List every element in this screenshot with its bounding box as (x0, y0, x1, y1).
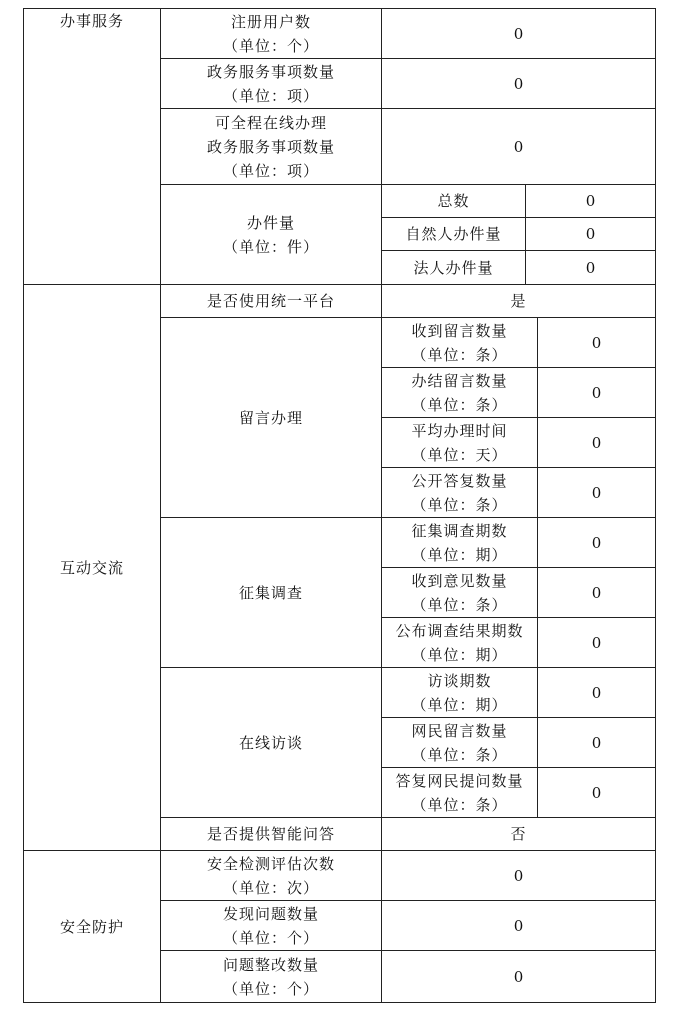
label: 留言办理 (238, 408, 303, 427)
security-issues-label (161, 901, 381, 950)
label-line-1: 可全程在线办理 (214, 113, 327, 132)
smart-qa-label (161, 818, 381, 850)
value: 是 (510, 292, 527, 310)
row-service-items-value (382, 59, 655, 108)
section-title-text: 安全防护 (59, 917, 124, 936)
value: 0 (591, 683, 602, 702)
security-tests-value (382, 851, 655, 900)
label: 收到留言数量 (411, 321, 508, 340)
volume-legal-value (526, 251, 655, 284)
value: 否 (510, 825, 527, 843)
interview-periods-value (538, 668, 655, 717)
value: 0 (585, 258, 596, 277)
border-right (655, 8, 656, 1003)
value: 0 (513, 916, 524, 935)
unit: （单位：期） (411, 645, 508, 664)
label: 注册用户数 (230, 12, 311, 31)
security-fixes-value (382, 951, 655, 1002)
label: 网民留言数量 (411, 721, 508, 740)
label: 法人办件量 (413, 258, 494, 277)
unit: （单位：条） (411, 795, 508, 814)
label: 公开答复数量 (411, 471, 508, 490)
unit: （单位：期） (411, 695, 508, 714)
security-tests-label (161, 851, 381, 900)
volume-total-value (526, 185, 655, 217)
volume-natural-label (382, 218, 525, 250)
unit: （单位：项） (222, 161, 319, 180)
interview-messages-label (382, 718, 537, 767)
row-online-items-label (161, 109, 381, 184)
value: 0 (591, 483, 602, 502)
value: 0 (585, 192, 596, 210)
survey-periods-label (382, 518, 537, 567)
smart-qa-value (382, 818, 655, 850)
label: 在线访谈 (238, 733, 303, 752)
volume-natural-value (526, 218, 655, 250)
security-issues-value (382, 901, 655, 950)
unit: （单位：条） (411, 745, 508, 764)
value: 0 (591, 333, 602, 352)
section-title-interaction (24, 285, 160, 850)
volume-legal-label (382, 251, 525, 284)
value: 0 (513, 24, 524, 43)
msg-avg-time-label (382, 418, 537, 467)
value: 0 (513, 866, 524, 885)
msg-public-reply-value (538, 468, 655, 517)
msg-public-reply-label (382, 468, 537, 517)
msg-received-value (538, 318, 655, 367)
label: 发现问题数量 (222, 904, 319, 923)
row-online-items-value (382, 109, 655, 184)
unit: （单位：项） (222, 86, 319, 105)
value: 0 (591, 583, 602, 602)
label: 是否使用统一平台 (206, 292, 335, 310)
value: 0 (513, 967, 524, 986)
unit: （单位：条） (411, 495, 508, 514)
value: 0 (585, 225, 596, 243)
value: 0 (591, 533, 602, 552)
interview-replies-value (538, 768, 655, 817)
survey-opinions-label (382, 568, 537, 617)
label: 问题整改数量 (222, 955, 319, 974)
label: 办件量 (246, 213, 295, 232)
interview-messages-value (538, 718, 655, 767)
unified-platform-label (161, 285, 381, 317)
label: 答复网民提问数量 (395, 771, 524, 790)
survey-group-label (161, 518, 381, 667)
value: 0 (591, 633, 602, 652)
label: 征集调查 (238, 583, 303, 602)
survey-opinions-value (538, 568, 655, 617)
row-service-items-label (161, 59, 381, 108)
value: 0 (591, 783, 602, 802)
section-title-text: 互动交流 (59, 558, 124, 577)
interview-replies-label (382, 768, 537, 817)
value: 0 (513, 137, 524, 156)
row-registered-users-label (161, 9, 381, 58)
security-fixes-label (161, 951, 381, 1002)
label: 自然人办件量 (405, 225, 502, 243)
survey-results-value (538, 618, 655, 667)
messages-group-label (161, 318, 381, 517)
border-bottom (23, 1002, 656, 1003)
survey-periods-value (538, 518, 655, 567)
msg-avg-time-value (538, 418, 655, 467)
label: 平均办理时间 (411, 421, 508, 440)
unit: （单位：次） (222, 878, 319, 897)
msg-received-label (382, 318, 537, 367)
label: 总数 (437, 192, 470, 210)
row-volume-label (161, 185, 381, 284)
volume-total-label (382, 185, 525, 217)
label: 访谈期数 (427, 671, 492, 690)
section-title-security (24, 851, 160, 1002)
unit: （单位：条） (411, 395, 508, 414)
unit: （单位：个） (222, 979, 319, 998)
label: 收到意见数量 (411, 571, 508, 590)
label: 公布调查结果期数 (395, 621, 524, 640)
section-title-text: 办事服务 (59, 12, 124, 30)
label: 政务服务事项数量 (206, 62, 335, 81)
interview-group-label (161, 668, 381, 817)
label-line-2: 政务服务事项数量 (206, 137, 335, 156)
msg-closed-label (382, 368, 537, 417)
value: 0 (513, 74, 524, 93)
msg-closed-value (538, 368, 655, 417)
unit: （单位：个） (222, 928, 319, 947)
label: 征集调查期数 (411, 521, 508, 540)
unit: （单位：个） (222, 36, 319, 55)
unit: （单位：条） (411, 345, 508, 364)
value: 0 (591, 383, 602, 402)
interview-periods-label (382, 668, 537, 717)
row-registered-users-value (382, 9, 655, 58)
survey-results-label (382, 618, 537, 667)
label: 是否提供智能问答 (206, 825, 335, 843)
label: 办结留言数量 (411, 371, 508, 390)
unit: （单位：件） (222, 237, 319, 256)
value: 0 (591, 733, 602, 752)
label: 安全检测评估次数 (206, 854, 335, 873)
section-title-service (24, 9, 160, 49)
unified-platform-value (382, 285, 655, 317)
unit: （单位：期） (411, 545, 508, 564)
unit: （单位：天） (411, 445, 508, 464)
unit: （单位：条） (411, 595, 508, 614)
value: 0 (591, 433, 602, 452)
